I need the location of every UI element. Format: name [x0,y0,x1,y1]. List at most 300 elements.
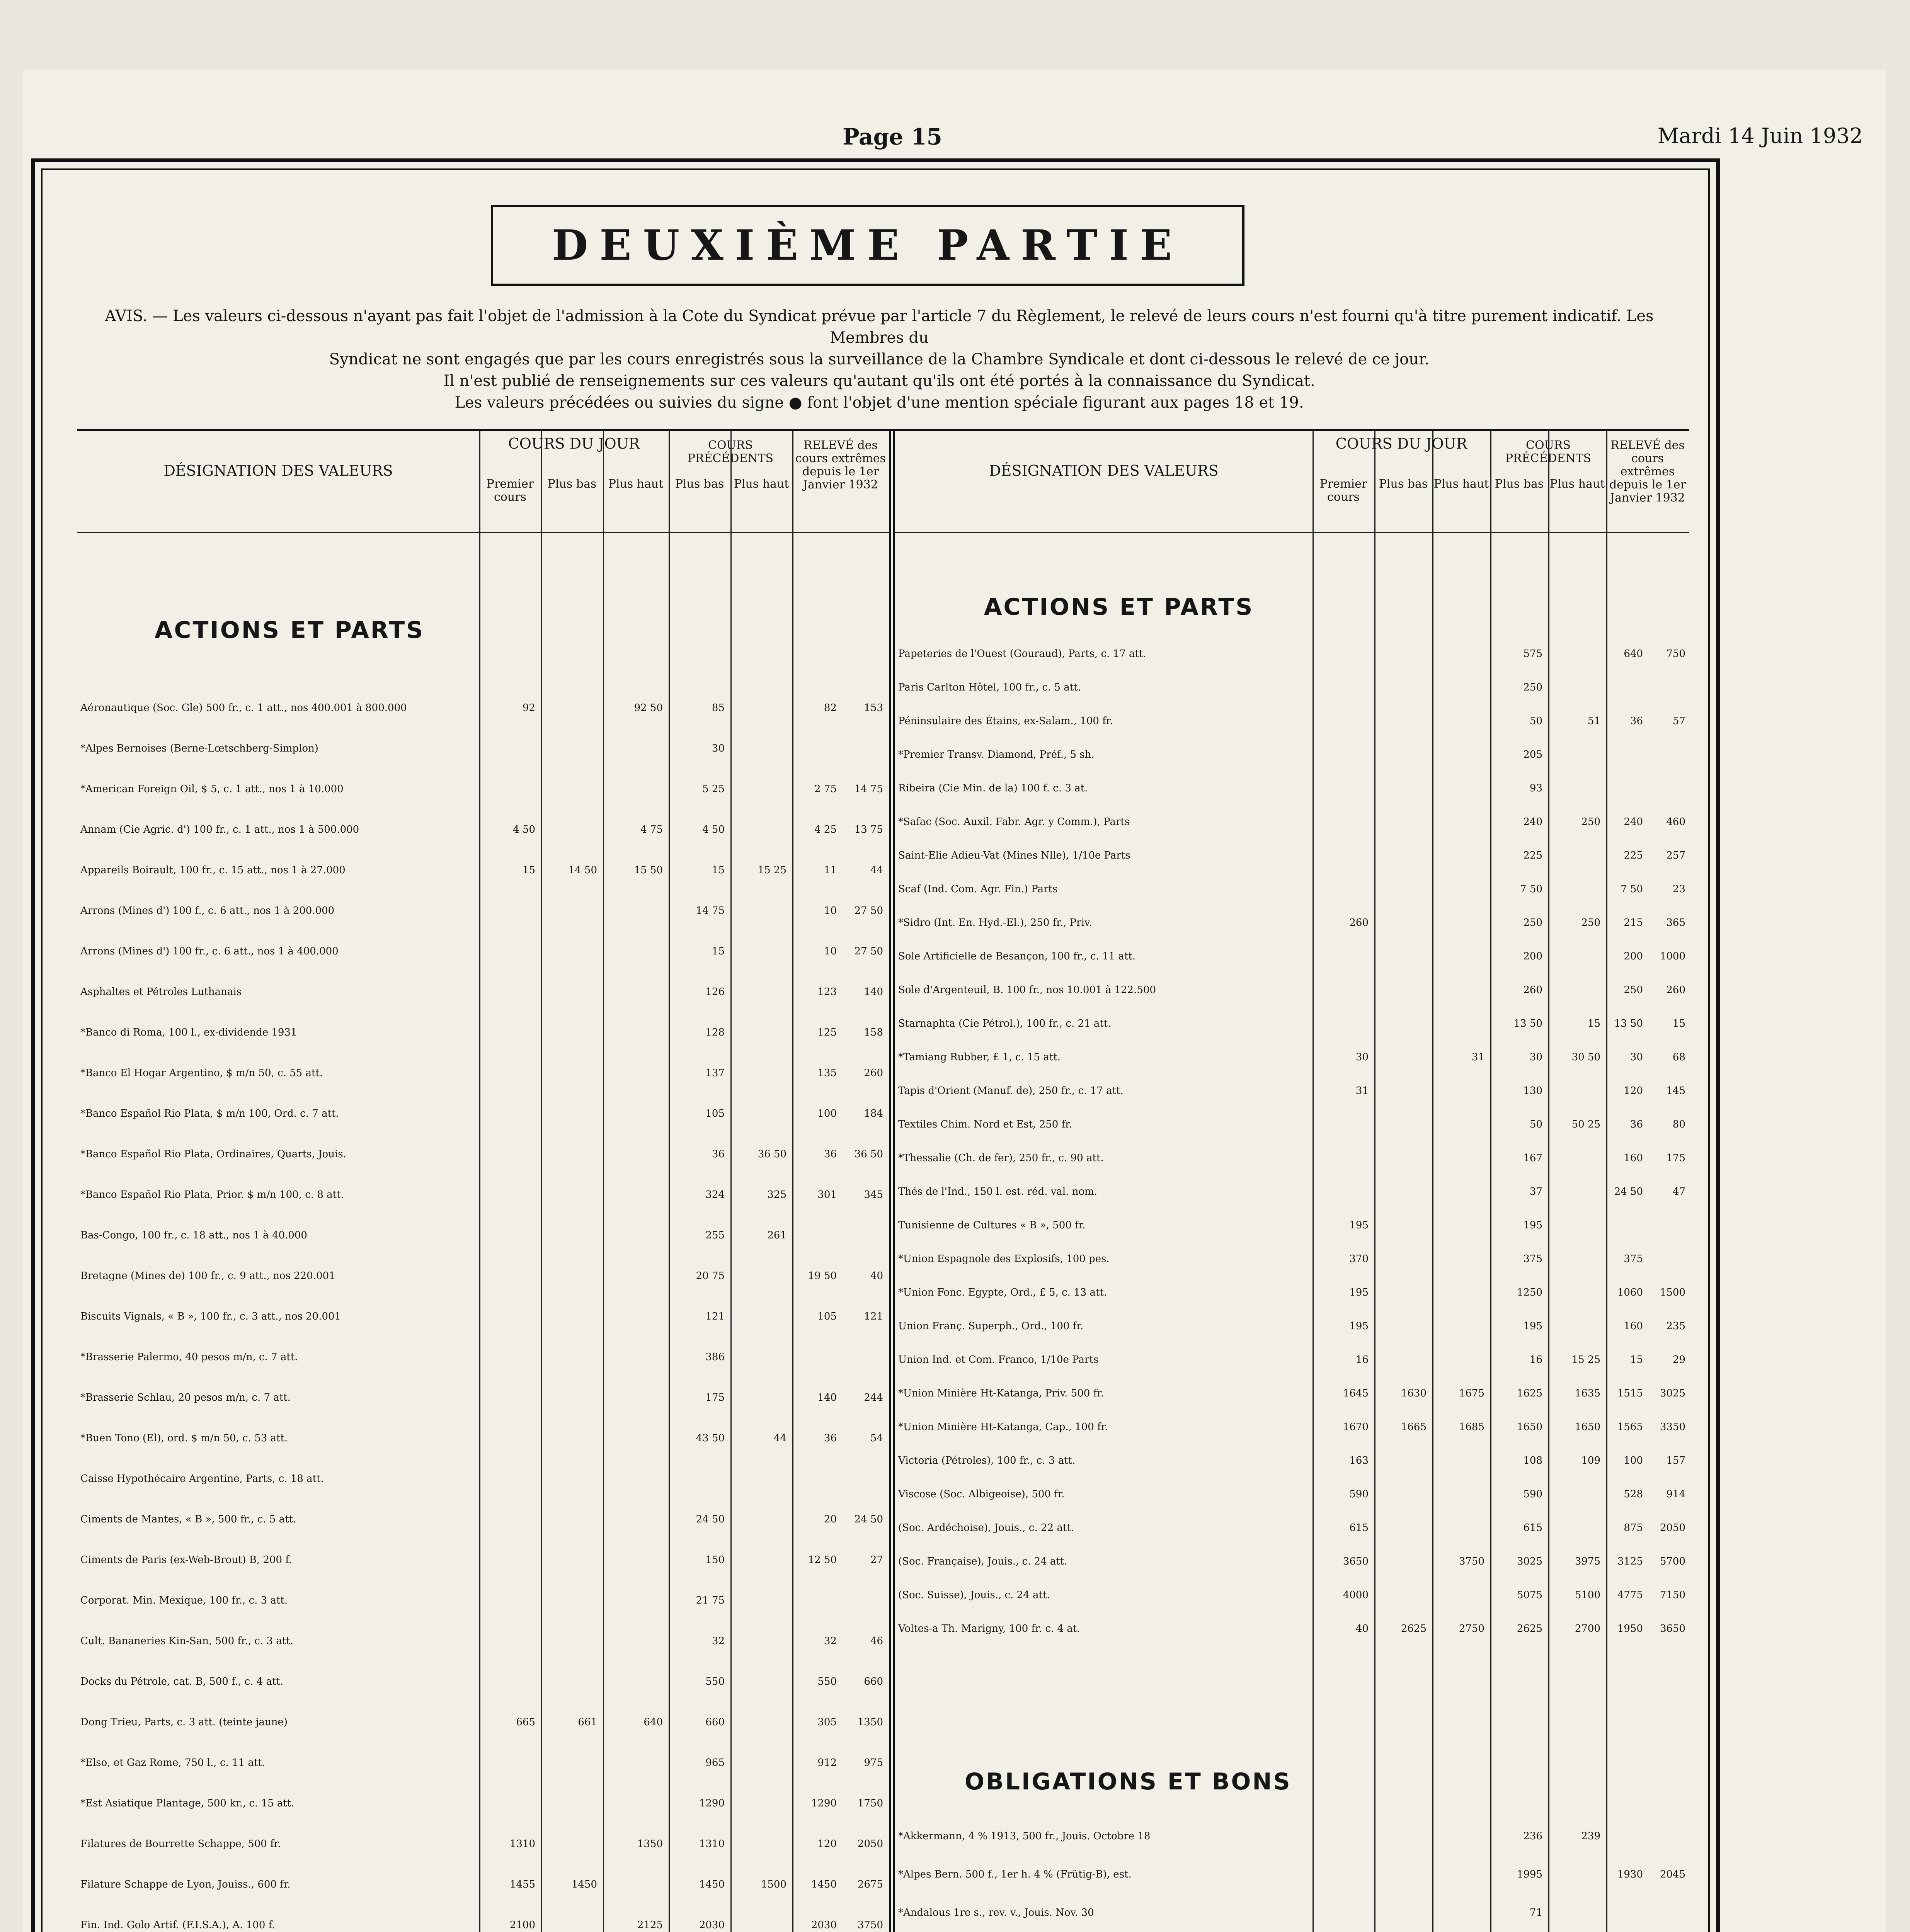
row-value-p: 92 [522,702,535,714]
row-value-r2: 29 [1672,1354,1685,1366]
table-row [895,1868,1689,1881]
row-designation: *Banco di Roma, 100 l., ex-dividende 1931 [80,1027,297,1038]
row-value-r2: 27 50 [854,946,883,957]
row-value-p: 2100 [509,1919,535,1931]
row-value-p: 31 [1355,1085,1369,1097]
right-rows [895,648,1689,1656]
row-value-b: 661 [578,1716,597,1728]
row-value-r2: 1350 [857,1716,883,1728]
row-designation: Viscose (Soc. Albigeoise), 500 fr. [898,1488,1065,1500]
row-value-h: 2125 [637,1919,663,1931]
row-designation: (Soc. Suisse), Jouis., c. 24 att. [898,1589,1050,1601]
table-row [895,1253,1689,1265]
row-value-r2: 1000 [1660,951,1685,962]
row-value-r2: 140 [864,986,883,998]
row-designation: *Alpes Bern. 500 f., 1er h. 4 % (Frütig-B), est. [898,1869,1132,1880]
row-value-p1: 7 50 [1520,883,1542,895]
row-value-r2: 3350 [1660,1421,1685,1433]
row-value-r1: 10 [824,905,837,917]
notice-block [77,305,1681,413]
row-value-r1: 13 50 [1614,1018,1643,1029]
row-value-r2: 3750 [857,1919,883,1931]
row-value-p1: 128 [705,1027,725,1038]
row-value-r1: 120 [1624,1085,1643,1097]
table-row [77,1797,889,1810]
prec-plus-bas-header: Plus bas [675,477,724,491]
row-designation: Bas-Congo, 100 fr., c. 18 att., nos 1 à 40.000 [80,1230,307,1241]
releve-header-right: RELEVÉ des cours extrêmes depuis le 1er Janvier 1932 [1609,439,1686,505]
row-designation: *Banco El Hogar Argentino, $ m/n 50, c. 55 att. [80,1067,323,1079]
table-row [77,702,889,714]
row-designation: Filatures de Bourrette Schappe, 500 fr. [80,1838,281,1850]
row-value-p1: 195 [1523,1320,1542,1332]
row-designation: Ciments de Mantes, « B », 500 fr., c. 5 att. [80,1514,296,1525]
row-value-p: 1670 [1343,1421,1369,1433]
row-value-p1: 2030 [699,1919,725,1931]
row-designation: Fin. Ind. Golo Artif. (F.I.S.A.), A. 100 f. [80,1919,275,1931]
row-value-r2: 7150 [1660,1589,1685,1601]
table-row [895,1555,1689,1568]
row-value-r1: 125 [817,1027,837,1038]
row-designation: Filature Schappe de Lyon, Jouiss., 600 fr. [80,1879,291,1890]
row-value-r1: 24 50 [1614,1186,1643,1197]
table-row [77,1594,889,1607]
row-designation: *Banco Español Rio Plata, Ordinaires, Quarts, Jouis. [80,1148,346,1160]
table-row [895,1085,1689,1097]
row-value-r1: 36 [1630,715,1643,727]
table-row [77,1189,889,1201]
row-value-p2: 109 [1581,1455,1600,1466]
row-designation: *Union Minière Ht-Katanga, Cap., 100 fr. [898,1421,1108,1433]
row-value-h: 92 50 [634,702,663,714]
prec-plus-haut-header: Plus haut [734,477,789,491]
row-value-b: 2625 [1401,1623,1427,1634]
table-row [77,1473,889,1485]
row-value-r1: 4 25 [814,824,837,835]
row-designation: Papeteries de l'Ouest (Gouraud), Parts, c. 17 att. [898,648,1146,660]
row-value-r1: 215 [1624,917,1643,929]
row-value-p1: 32 [712,1635,725,1647]
table-row [77,1513,889,1526]
row-value-p1: 205 [1523,749,1542,760]
row-value-p2: 15 25 [1571,1354,1600,1366]
table-row [77,1351,889,1364]
row-designation: Cult. Bananeries Kin-San, 500 fr., c. 3 att. [80,1635,293,1647]
row-value-p1: 255 [705,1230,725,1241]
table-row [895,1454,1689,1467]
row-value-r2: 914 [1666,1488,1685,1500]
row-value-p1: 250 [1523,917,1542,929]
row-designation: *Buen Tono (El), ord. $ m/n 50, c. 53 att. [80,1432,288,1444]
table-row [895,1051,1689,1064]
row-designation: *Thessalie (Ch. de fer), 250 fr., c. 90 att. [898,1152,1104,1164]
row-value-r2: 5700 [1660,1556,1685,1567]
row-value-p1: 236 [1523,1830,1542,1842]
row-value-h: 3750 [1459,1556,1484,1567]
row-value-r1: 30 [1630,1051,1643,1063]
row-value-p2: 239 [1581,1830,1600,1842]
row-value-p2: 1500 [761,1879,786,1890]
table-row [77,823,889,836]
table-row [895,917,1689,929]
row-value-r2: 2675 [857,1879,883,1890]
section-title-obligations: OBLIGATIONS ET BONS [965,1768,1292,1795]
row-value-p1: 1250 [1517,1287,1542,1298]
table-row [895,883,1689,896]
row-designation: Sole d'Argenteuil, B. 100 fr., nos 10.001 à 122.500 [898,984,1156,996]
row-value-r2: 460 [1666,816,1685,828]
row-value-h: 640 [643,1716,663,1728]
row-designation: Péninsulaire des Étains, ex-Salam., 100 fr. [898,715,1113,727]
page-header [23,124,1886,158]
page-number: Page 15 [843,124,942,150]
row-value-p1: 1650 [1517,1421,1542,1433]
row-value-p1: 50 [1529,715,1542,727]
row-value-r1: 225 [1624,850,1643,861]
row-value-r2: 3025 [1660,1388,1685,1399]
row-value-p: 163 [1349,1455,1369,1466]
row-value-p2: 15 [1587,1018,1600,1029]
row-designation: Scaf (Ind. Com. Agr. Fin.) Parts [898,883,1058,895]
row-designation: Starnaphta (Cie Pétrol.), 100 fr., c. 21 att. [898,1018,1111,1029]
row-value-r1: 7 50 [1621,883,1643,895]
row-value-r1: 135 [817,1067,837,1079]
table-row [895,950,1689,963]
row-designation: *Alpes Bernoises (Berne-Lœtschberg-Simplon) [80,743,318,754]
row-designation: *American Foreign Oil, $ 5, c. 1 att., nos 1 à 10.000 [80,783,344,795]
row-value-r2: 80 [1672,1119,1685,1130]
center-divider [889,431,895,1932]
row-value-p2: 3975 [1575,1556,1600,1567]
notice-line: AVIS. — Les valeurs ci-dessous n'ayant pas fait l'objet de l'admission à la Cote du Syndicat prévue par l'article 7 du Règlement, le relevé de leurs cours n'est fourni qu'à titre purement indicatif. Les Membres du [105,307,1654,347]
row-value-p: 4 50 [513,824,535,835]
row-value-p2: 1650 [1575,1421,1600,1433]
row-value-r1: 912 [817,1757,837,1769]
row-value-r1: 305 [817,1716,837,1728]
row-value-r1: 550 [817,1676,837,1687]
row-value-p2: 1635 [1575,1388,1600,1399]
row-designation: *Est Asiatique Plantage, 500 kr., c. 15 att. [80,1798,295,1809]
plus-bas-header-right: Plus bas [1379,477,1428,491]
row-value-p2: 30 50 [1571,1051,1600,1063]
row-value-r1: 11 [824,864,837,876]
row-value-r1: 301 [817,1189,837,1201]
table-row [77,1310,889,1323]
row-value-p1: 175 [705,1392,725,1403]
table-row [895,1152,1689,1165]
row-value-r2: 260 [864,1067,883,1079]
left-column [77,431,889,1932]
row-value-r1: 32 [824,1635,837,1647]
row-value-p2: 36 50 [758,1148,786,1160]
row-value-p2: 261 [767,1230,786,1241]
row-value-r1: 10 [824,946,837,957]
row-value-r2: 46 [870,1635,883,1647]
table-row [895,1622,1689,1635]
row-value-p2: 250 [1581,816,1600,828]
row-value-r1: 160 [1624,1320,1643,1332]
cours-du-jour-header-right: COURS DU JOUR [1335,435,1467,452]
table-row [77,945,889,958]
row-value-b: 1450 [571,1879,597,1890]
row-value-r1: 875 [1624,1522,1643,1534]
releve-header: RELEVÉ des cours extrêmes depuis le 1er Janvier 1932 [795,439,886,492]
row-value-r2: 1500 [1660,1287,1685,1298]
row-value-b: 1665 [1401,1421,1427,1433]
row-designation: Asphaltes et Pétroles Luthanais [80,986,242,998]
row-designation: *Tamiang Rubber, £ 1, c. 15 att. [898,1051,1061,1063]
table-row [77,1919,889,1932]
row-value-p1: 137 [705,1067,725,1079]
row-value-r1: 105 [817,1311,837,1322]
part-title: DEUXIÈME PARTIE [552,221,1184,270]
row-value-r2: 27 50 [854,905,883,917]
row-designation: (Soc. Ardéchoise), Jouis., c. 22 att. [898,1522,1074,1534]
premier-cours-header-right: Premier cours [1319,477,1367,504]
row-value-p1: 575 [1523,648,1542,660]
row-value-r2: 158 [864,1027,883,1038]
row-value-r2: 257 [1666,850,1685,861]
row-designation: *Union Espagnole des Explosifs, 100 pes. [898,1253,1110,1265]
row-designation: *Safac (Soc. Auxil. Fabr. Agr. y Comm.), Parts [898,816,1130,828]
row-value-p1: 85 [712,702,725,714]
row-value-p: 15 [522,864,535,876]
row-value-p1: 550 [705,1676,725,1687]
row-value-p1: 93 [1529,782,1542,794]
row-designation: (Soc. Française), Jouis., c. 24 att. [898,1556,1067,1567]
row-value-p1: 50 [1529,1119,1542,1130]
issue-date: Mardi 14 Juin 1932 [1657,124,1863,148]
row-value-r1: 2030 [811,1919,837,1931]
row-value-p: 590 [1349,1488,1369,1500]
row-value-r1: 528 [1624,1488,1643,1500]
row-value-p1: 386 [705,1351,725,1363]
row-value-h: 31 [1471,1051,1484,1063]
row-value-r1: 1930 [1617,1869,1643,1880]
row-value-r1: 250 [1624,984,1643,996]
row-value-p: 260 [1349,917,1369,929]
table-row [77,1675,889,1688]
row-value-r1: 36 [824,1432,837,1444]
table-row [895,1219,1689,1232]
row-value-p1: 150 [705,1554,725,1566]
row-value-p1: 3025 [1517,1556,1542,1567]
row-designation: Docks du Pétrole, cat. B, 500 f., c. 4 att. [80,1676,284,1687]
row-value-p1: 37 [1529,1186,1542,1197]
row-value-r1: 12 50 [808,1554,837,1566]
row-value-p: 16 [1355,1354,1369,1366]
table-row [895,1320,1689,1333]
row-designation: *Banco Español Rio Plata, Prior. $ m/n 100, c. 8 att. [80,1189,344,1201]
prec-plus-haut-header-right: Plus haut [1549,477,1605,491]
section-title-actions-right: ACTIONS ET PARTS [984,594,1254,621]
row-value-p1: 324 [705,1189,725,1201]
row-value-p1: 13 50 [1513,1018,1542,1029]
row-designation: Union Franç. Superph., Ord., 100 fr. [898,1320,1084,1332]
row-value-p1: 225 [1523,850,1542,861]
row-value-p: 370 [1349,1253,1369,1265]
table-row [77,1432,889,1445]
prec-plus-bas-header-right: Plus bas [1495,477,1544,491]
row-value-r1: 240 [1624,816,1643,828]
row-value-r2: 44 [870,864,883,876]
table-row [895,1522,1689,1534]
row-designation: Tunisienne de Cultures « B », 500 fr. [898,1219,1086,1231]
row-value-r2: 2045 [1660,1869,1685,1880]
row-value-r1: 20 [824,1514,837,1525]
row-value-r2: 40 [870,1270,883,1282]
row-designation: Thés de l'Ind., 150 l. est. réd. val. nom. [898,1186,1098,1197]
table-row [895,715,1689,728]
row-designation: *Akkermann, 4 % 1913, 500 fr., Jouis. Octobre 18 [898,1830,1151,1842]
row-value-r2: 15 [1672,1018,1685,1029]
row-value-b: 1630 [1401,1388,1427,1399]
row-value-p1: 1625 [1517,1388,1542,1399]
quotes-table [77,429,1689,1932]
row-value-p: 195 [1349,1320,1369,1332]
row-value-p1: 30 [1529,1051,1542,1063]
row-designation: *Banco Español Rio Plata, $ m/n 100, Ord. c. 7 att. [80,1108,339,1119]
row-value-r1: 1450 [811,1879,837,1890]
row-designation: Arrons (Mines d') 100 fr., c. 6 att., nos 1 à 400.000 [80,946,339,957]
row-value-h: 1685 [1459,1421,1484,1433]
row-designation: Sole Artificielle de Besançon, 100 fr., c. 11 att. [898,951,1136,962]
table-row [895,816,1689,828]
row-value-p1: 660 [705,1716,725,1728]
row-value-r2: 23 [1672,883,1685,895]
table-row [77,1757,889,1769]
row-value-p1: 2625 [1517,1623,1542,1634]
notice-line: Il n'est publié de renseignements sur ces valeurs qu'autant qu'ils ont été portés à la connaissance du Syndicat. [443,372,1315,390]
cours-du-jour-header: COURS DU JOUR [508,435,640,452]
row-value-p2: 5100 [1575,1589,1600,1601]
table-row [895,1017,1689,1030]
row-designation: Annam (Cie Agric. d') 100 fr., c. 1 att., nos 1 à 500.000 [80,824,359,835]
row-designation: Union Ind. et Com. Franco, 1/10e Parts [898,1354,1099,1366]
table-row [895,1354,1689,1366]
table-row [895,748,1689,761]
row-value-p1: 5075 [1517,1589,1542,1601]
row-designation: *Union Minière Ht-Katanga, Priv. 500 fr. [898,1388,1104,1399]
plus-haut-header: Plus haut [608,477,664,491]
row-value-p1: 108 [1523,1455,1542,1466]
table-row [77,1838,889,1850]
row-value-r2: 260 [1666,984,1685,996]
table-row [895,1185,1689,1198]
table-row [895,782,1689,795]
row-value-b: 14 50 [568,864,597,876]
row-value-p1: 590 [1523,1488,1542,1500]
row-value-p: 195 [1349,1287,1369,1298]
row-value-r1: 1950 [1617,1623,1643,1634]
table-row [77,1229,889,1242]
table-row [77,742,889,755]
row-designation: Caisse Hypothécaire Argentine, Parts, c. 18 att. [80,1473,324,1485]
row-value-p1: 5 25 [702,783,725,795]
right-rows-obligations [895,1830,1689,1932]
row-value-r2: 184 [864,1108,883,1119]
row-designation: *Sidro (Int. En. Hyd.-El.), 250 fr., Priv. [898,917,1092,929]
row-value-p1: 21 75 [696,1595,725,1606]
row-designation: Victoria (Pétroles), 100 fr., c. 3 att. [898,1455,1076,1466]
row-designation: Saint-Elie Adieu-Vat (Mines Nlle), 1/10e Parts [898,850,1130,861]
row-value-p1: 195 [1523,1219,1542,1231]
left-rows [77,702,889,1932]
row-value-r2: 27 [870,1554,883,1566]
row-value-r2: 13 75 [854,824,883,835]
row-value-r1: 120 [817,1838,837,1850]
row-value-p1: 121 [705,1311,725,1322]
row-value-p: 195 [1349,1219,1369,1231]
table-row [895,1118,1689,1131]
table-row [895,984,1689,997]
table-row [895,648,1689,660]
table-row [895,1421,1689,1434]
row-designation: Bretagne (Mines de) 100 fr., c. 9 att., nos 220.001 [80,1270,335,1282]
table-row [77,1878,889,1891]
row-value-p: 1645 [1343,1388,1369,1399]
row-value-r2: 153 [864,702,883,714]
row-value-r1: 1060 [1617,1287,1643,1298]
notice-line: Syndicat ne sont engagés que par les cours enregistrés sous la surveillance de la Chambre Syndicale et dont ci-dessous le relevé de ce jour. [329,350,1430,368]
row-value-r2: 121 [864,1311,883,1322]
row-value-p1: 1310 [699,1838,725,1850]
row-value-r2: 1750 [857,1798,883,1809]
row-value-r1: 140 [817,1392,837,1403]
row-value-p: 615 [1349,1522,1369,1534]
table-row [77,1107,889,1120]
right-column [895,431,1689,1932]
row-value-r2: 3650 [1660,1623,1685,1634]
table-row [77,1148,889,1161]
row-value-p2: 44 [773,1432,786,1444]
row-value-p1: 15 [712,864,725,876]
row-designation: Paris Carlton Hôtel, 100 fr., c. 5 att. [898,682,1081,693]
cours-precedents-header-right: COURS PRÉCÉDENTS [1505,439,1592,465]
designation-header: DÉSIGNATION DES VALEURS [163,462,393,479]
row-value-r1: 36 [824,1148,837,1160]
row-value-p1: 375 [1523,1253,1542,1265]
row-value-r1: 123 [817,986,837,998]
row-designation: Voltes-a Th. Marigny, 100 fr. c. 4 at. [898,1623,1080,1634]
row-value-r1: 3125 [1617,1556,1643,1567]
plus-bas-header: Plus bas [547,477,597,491]
row-value-r2: 975 [864,1757,883,1769]
row-value-p1: 615 [1523,1522,1542,1534]
row-value-r2: 157 [1666,1455,1685,1466]
row-value-r2: 54 [870,1432,883,1444]
row-value-r1: 200 [1624,951,1643,962]
row-designation: Dong Trieu, Parts, c. 3 att. (teinte jaune) [80,1716,288,1728]
row-value-p1: 167 [1523,1152,1542,1164]
section-title-actions-left: ACTIONS ET PARTS [155,617,425,644]
table-row [895,1286,1689,1299]
row-designation: Appareils Boirault, 100 fr., c. 15 att., nos 1 à 27.000 [80,864,346,876]
table-row [77,1635,889,1648]
notice-line: Les valeurs précédées ou suivies du signe ● font l'objet d'une mention spéciale figurant aux pages 18 et 19. [455,394,1304,412]
row-value-p1: 43 50 [696,1432,725,1444]
row-value-p2: 325 [767,1189,786,1201]
row-designation: Ciments de Paris (ex-Web-Brout) B, 200 f. [80,1554,292,1566]
row-value-r1: 4775 [1617,1589,1643,1601]
row-designation: *Union Fonc. Egypte, Ord., £ 5, c. 13 att. [898,1287,1107,1298]
row-value-r1: 375 [1624,1253,1643,1265]
row-value-p1: 250 [1523,682,1542,693]
row-value-h: 4 75 [640,824,663,835]
row-value-r2: 14 75 [854,783,883,795]
row-designation: *Brasserie Schlau, 20 pesos m/n, c. 7 att. [80,1392,291,1403]
row-value-r1: 1515 [1617,1388,1643,1399]
